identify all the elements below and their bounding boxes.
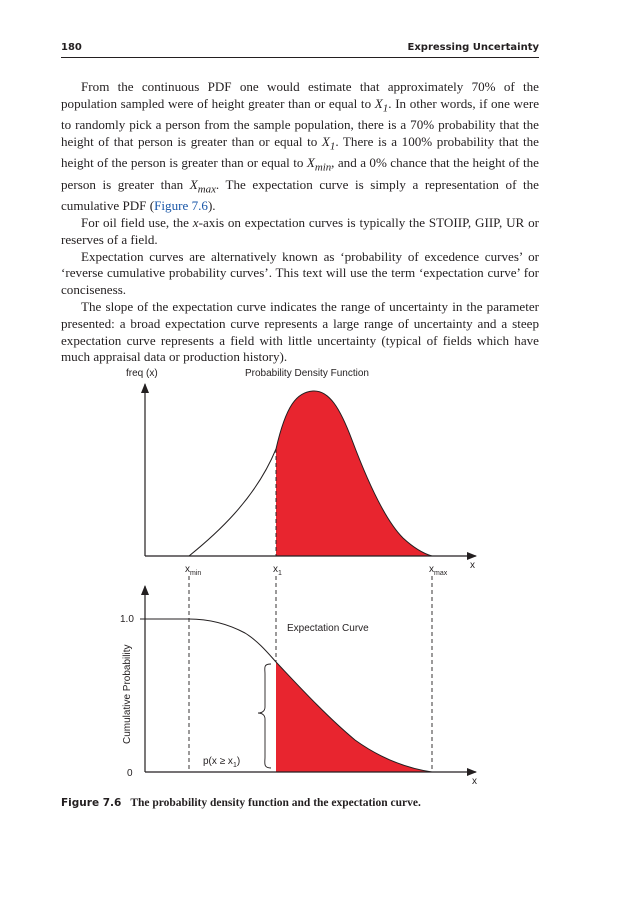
cdf-tick-label-bottom: 0 — [127, 768, 133, 779]
section-title: Expressing Uncertainty — [407, 42, 539, 53]
xmax-label: $x_{max}$ — [429, 564, 448, 577]
cdf-x-axis-label: x — [472, 776, 477, 787]
xmin-label: $x_{min}$ — [185, 564, 202, 577]
probability-label: $p(x \ge x_1)$ — [203, 756, 241, 769]
paragraph-4: The slope of the expectation curve indicates the range of uncertainty in the parameter presented: a broad expectation curve represents a large range of uncertainty and a steep expectation curve represents a field with little uncertainty (typical of fields which have much appraisal data or production history). — [61, 299, 539, 365]
probability-brace — [258, 664, 271, 768]
figure-reference-link[interactable]: Figure 7.6 — [154, 198, 208, 214]
cdf-shaded-area — [276, 662, 432, 772]
var-xmax: $X_{max}$ — [189, 176, 216, 196]
expectation-curve-label: Expectation Curve — [287, 623, 369, 634]
pdf-shaded-area — [276, 391, 432, 556]
var-x1: $X_1$ — [374, 95, 389, 115]
caption-label: Figure 7.6 — [61, 797, 122, 809]
pdf-x-axis-label: x — [470, 560, 475, 571]
paragraph-2: For oil field use, the x-axis on expectation curves is typically the STOIIP, GIIP, UR or reserves of a field. — [61, 215, 539, 247]
var-xmin: $X_{min}$ — [306, 155, 332, 175]
figure-caption — [61, 797, 539, 809]
x1-label: $x_1$ — [273, 564, 282, 577]
var-x1: $X_1$ — [321, 134, 336, 153]
pdf-title: Probability Density Function — [245, 368, 369, 379]
paragraph-3: Expectation curves are alternatively known as ‘probability of excedence curves’ or ‘reverse cumulative probability curves’. This text will use the term ‘expectation curve’ for conciseness. — [61, 248, 539, 298]
paragraph-1: From the continuous PDF one would estimate that approximately 70% of the population sampled were of height greater than or equal to $X_1$. In other words, if one were to randomly pick a person from the sample population, there is a 70% probability that the height of that person is greater than or equal to $X_1$. There is a 100% probability that the height of the person is greater than or equal to $X_{min}$, and a 0% chance that the height of the person is greater than $X_{max}$. The expectation curve is simply a representation of the cumulative PDF (Figure 7.6). — [61, 79, 539, 214]
page-number: 180 — [61, 42, 82, 53]
caption-text: The probability density function and the expectation curve. — [130, 797, 421, 809]
cdf-y-axis-label: Cumulative Probability — [122, 644, 133, 744]
cdf-tick-label-top: 1.0 — [120, 614, 134, 625]
pdf-y-axis-label: freq (x) — [126, 368, 158, 379]
